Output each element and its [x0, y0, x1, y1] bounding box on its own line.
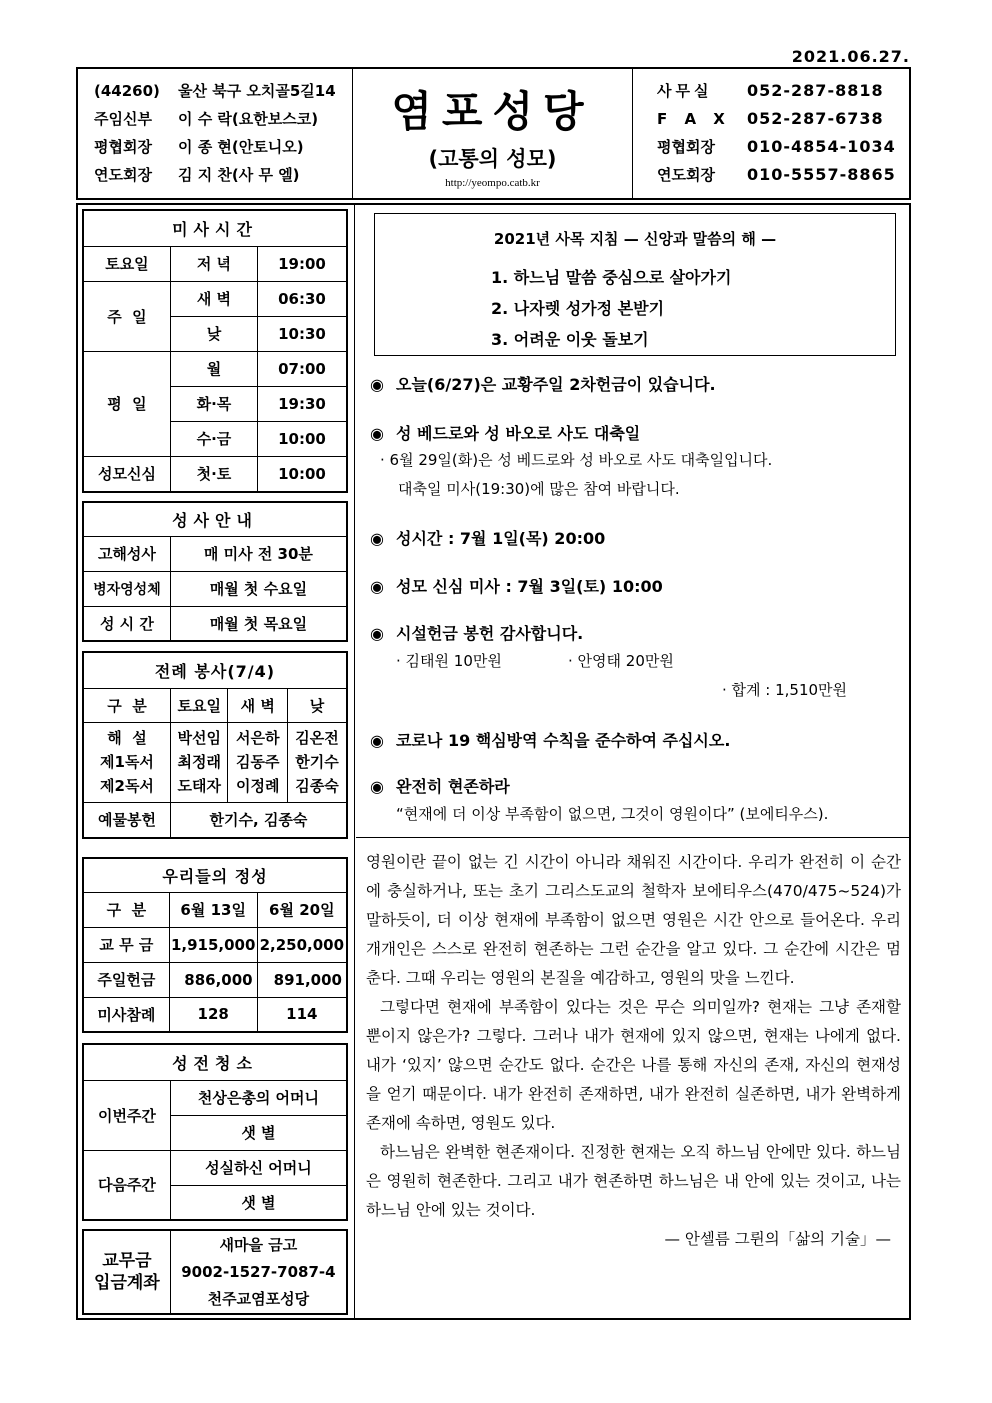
donation-title: 우리들의 정성	[83, 858, 347, 892]
notice-feast-detail: · 6월 29일(화)은 성 베드로와 성 바오로 사도 대축일입니다.	[380, 451, 773, 469]
mass-schedule-table: 미사시간 토요일 저 녁 19:00 주 일 새 벽 06:30 낮 10:30 평 일 월 07:00 화·목 19:30 수·금 10:00 성모신심 첫·토 10:00	[82, 209, 348, 493]
bulletin-header	[76, 67, 911, 200]
sacrament-table: 성사안내 고해성사 매 미사 전 30분 병자영성체 매월 첫 수요일 성 시 간 매월 첫 목요일	[82, 501, 348, 642]
issue-date: 2021.06.27.	[791, 47, 910, 66]
masthead	[353, 69, 633, 198]
offering-total: · 합계 : 1,510만원	[722, 681, 848, 699]
liturgy-service-table: 전례 봉사(7/4) 구 분 토요일 새 벽 낮 해 설 제1독서 제2독서 박선임 최정래 도태자 서은하 김동주 이정례 김온전 한기수 김종숙 예물봉헌 한기수, 김종숙	[82, 651, 348, 839]
policy-item: 3. 어려운 이웃 돌보기	[491, 330, 649, 349]
essay-paragraph: 그렇다면 현재에 부족함이 있다는 것은 무슨 의미일까? 현재는 그냥 존재할 뿐이지 않은가? 그렇다. 그러나 내가 현재에 있지 않으면, 현재는 나에게 없다. 내가 ‘있지’ 않으면 순간도 없다. 순간은 나를 통해 자신의 존재, 자신의 현재성을 얻기 때문이다. 내가 완전히 존재하면, 내가 완전히 실존하면, 내가 완벽하게 존재에 속하면, 영원도 있다.	[366, 998, 901, 1132]
content-frame	[76, 203, 911, 1320]
essay-paragraph: 하느님은 완벽한 현존재이다. 진정한 현재는 오직 하느님 안에만 있다. 하느님은 영원히 현존한다. 그리고 내가 현존하면 하느님은 내 안에 있는 것이고, 나는 하느님 안에 있는 것이다.	[366, 1143, 901, 1219]
notice-collection: ◉ 오늘(6/27)은 교황주일 2차헌금이 있습니다.	[370, 375, 716, 394]
notice-feast: ◉ 성 베드로와 성 바오로 사도 대축일	[370, 424, 641, 443]
policy-title: 2021년 사목 지침 — 신앙과 말씀의 해 —	[493, 230, 777, 248]
contact-info	[633, 69, 909, 198]
parish-url: http://yeompo.catb.kr	[445, 177, 540, 189]
parish-info	[78, 69, 353, 198]
mass-title: 미사시간	[83, 210, 347, 246]
offering-donor: · 김태원 10만원	[396, 652, 502, 670]
council-president-row: 평협회장 이 종 현(안토니오)	[94, 138, 304, 156]
sidebar	[78, 205, 355, 1318]
notice-holy-hour: ◉ 성시간 : 7월 1일(목) 20:00	[370, 529, 606, 548]
parish-title: 염포성당	[391, 87, 594, 136]
essay-body	[366, 848, 901, 1254]
account-table: 교무금 입금계좌 새마을 금고 9002-1527-7087-4 천주교염포성당	[82, 1229, 348, 1315]
sacrament-title: 성사안내	[83, 502, 347, 536]
cleaning-title: 성전청소	[83, 1044, 347, 1080]
funeral-president-row: 연도회장 김 지 찬(사 무 엘)	[94, 166, 300, 184]
parish-subtitle: (고통의 성모)	[428, 147, 557, 171]
office-phone-row: 사무실 052-287-8818	[657, 81, 884, 100]
pastoral-policy-box	[374, 213, 896, 356]
donation-table: 우리들의 정성 구 분 6월 13일 6월 20일 교 무 금 1,915,000 2,250,000 주일헌금 886,000 891,000 미사참례 128 114	[82, 857, 348, 1033]
essay-source: — 안셀름 그륀의「삶의 기술」—	[664, 1230, 891, 1248]
notice-marian-mass: ◉ 성모 신심 미사 : 7월 3일(토) 10:00	[370, 577, 663, 596]
essay-quote: “현재에 더 이상 부족함이 없으면, 그것이 영원이다” (보에티우스).	[396, 805, 829, 823]
main-content	[356, 205, 909, 1318]
notice-essay-title: ◉ 완전히 현존하라	[370, 777, 510, 796]
council-phone-row: 평협회장 010-4854-1034	[657, 137, 896, 156]
notice-facility-offering: ◉ 시설헌금 봉헌 감사합니다.	[370, 624, 584, 643]
essay-paragraph: 영원이란 끝이 없는 긴 시간이 아니라 채워진 시간이다. 우리가 완전히 이 순간에 충실하거나, 또는 초기 그리스도교의 철학자 보에티우스(470/475~524)가 말하듯이, 더 이상 현재에 부족함이 없으면 영원은 시간 안으로 들어온다. 우리 개개인은 스스로 완전히 현존하는 그런 순간을 알고 있다. 그 순간에 시간은 멈춘다. 그때 우리는 영원의 본질을 예감하고, 영원의 맛을 느낀다.	[366, 853, 901, 987]
address-row: (44260) 울산 북구 오치골5길14	[94, 82, 336, 100]
notice-covid: ◉ 코로나 19 핵심방역 수칙을 준수하여 주십시오.	[370, 731, 731, 750]
liturgy-title: 전례 봉사(7/4)	[83, 652, 347, 688]
church-cleaning-table: 성전청소 이번주간 천상은총의 어머니 샛 별 다음주간 성실하신 어머니 샛 별	[82, 1043, 348, 1221]
section-divider	[356, 837, 909, 838]
pastor-row: 주임신부 이 수 락(요한보스코)	[94, 110, 319, 128]
fax-row: F A X 052-287-6738	[657, 109, 884, 128]
policy-item: 2. 나자렛 성가정 본받기	[491, 299, 665, 318]
offering-donor: · 안영태 20만원	[568, 652, 674, 670]
policy-item: 1. 하느님 말씀 중심으로 살아가기	[491, 268, 732, 287]
funeral-phone-row: 연도회장 010-5557-8865	[657, 165, 896, 184]
notice-feast-detail: 대축일 미사(19:30)에 많은 참여 바랍니다.	[398, 480, 680, 498]
